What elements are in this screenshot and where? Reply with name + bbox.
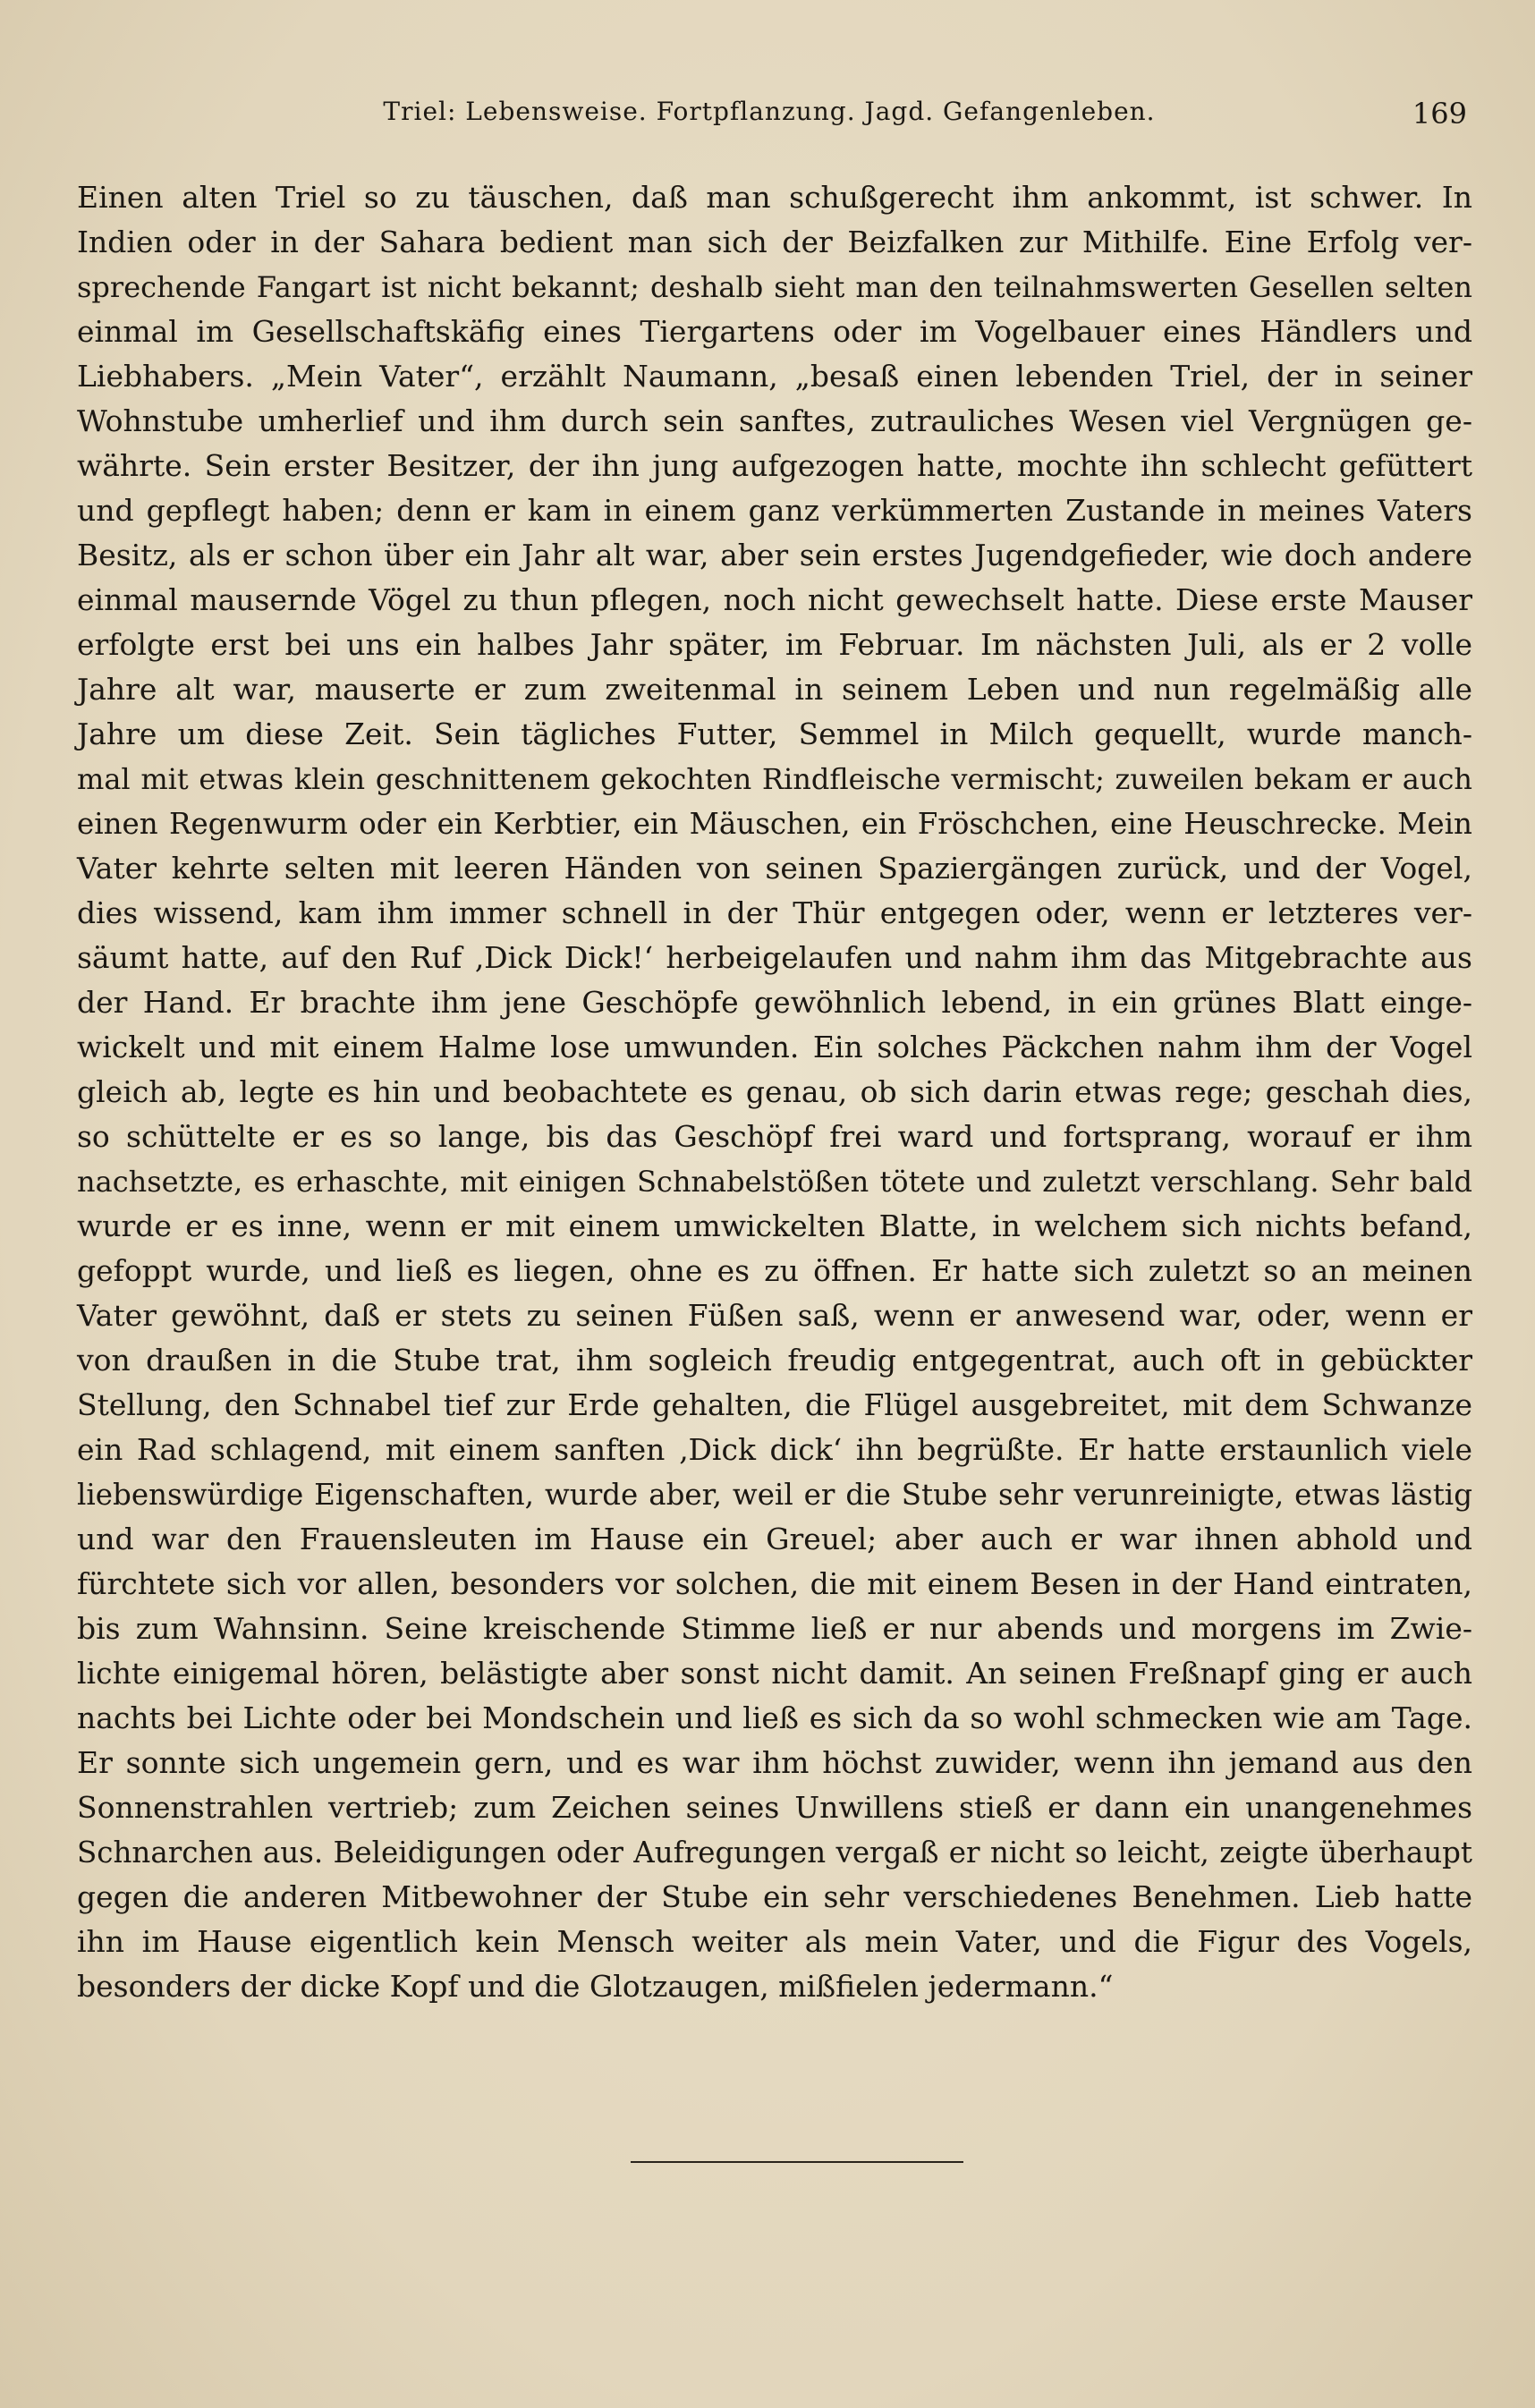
text-line: dies wissend, kam ihm immer schnell in der Thür entgegen oder, wenn er letzteres ver- (77, 895, 1472, 930)
text-line: Jahre alt war, mauserte er zum zweitenmal in seinem Leben und nun regelmäßig alle (77, 672, 1472, 707)
text-line: währte. Sein erster Besitzer, der ihn jung aufgezogen hatte, mochte ihn schlecht gefüttert (77, 448, 1472, 483)
text-line: und gepflegt haben; denn er kam in einem ganz verkümmerten Zustande in meines Vaters (77, 493, 1472, 528)
running-head (72, 97, 1467, 132)
text-line: nachts bei Lichte oder bei Mondschein und ließ es sich da so wohl schmecken wie am Tage. (77, 1700, 1472, 1735)
text-line: einen Regenwurm oder ein Kerbtier, ein Mäuschen, ein Fröschchen, eine Heuschrecke. Mein (77, 807, 1472, 841)
text-line: Er sonnte sich ungemein gern, und es war ihm höchst zuwider, wenn ihn jemand aus den (77, 1745, 1472, 1780)
text-line: nachsetzte, es erhaschte, mit einigen Schnabelstößen tötete und zuletzt verschlang. Sehr bald (77, 1165, 1472, 1199)
text-line: mal mit etwas klein geschnittenem gekochten Rindfleische vermischt; zuweilen bekam er auch (77, 762, 1472, 796)
text-line: bis zum Wahnsinn. Seine kreischende Stimme ließ er nur abends und morgens im Zwie- (77, 1611, 1472, 1646)
text-line: und war den Frauensleuten im Hause ein Greuel; aber auch er war ihnen abhold und (77, 1522, 1472, 1556)
text-line: Schnarchen aus. Beleidigungen oder Aufregungen vergaß er nicht so leicht, zeigte überhaupt (77, 1836, 1472, 1870)
text-line: wurde er es inne, wenn er mit einem umwickelten Blatte, in welchem sich nichts befand, (77, 1208, 1472, 1243)
text-line: wickelt und mit einem Halme lose umwunden. Ein solches Päckchen nahm ihm der Vogel (77, 1030, 1472, 1064)
text-line: säumt hatte, auf den Ruf ‚Dick Dick!‘ herbeigelaufen und nahm ihm das Mitgebrachte aus (77, 940, 1472, 975)
text-line: von draußen in die Stube trat, ihm sogleich freudig entgegentrat, auch oft in gebückter (77, 1343, 1472, 1378)
text-line: gleich ab, legte es hin und beobachtete es genau, ob sich darin etwas rege; geschah dies, (77, 1074, 1472, 1109)
page-number: 169 (1412, 97, 1467, 131)
text-line: Vater kehrte selten mit leeren Händen von seinen Spaziergängen zurück, und der Vogel, (77, 851, 1472, 886)
text-line: gegen die anderen Mitbewohner der Stube ein sehr verschiedenes Benehmen. Lieb hatte (77, 1879, 1472, 1914)
text-line: so schüttelte er es so lange, bis das Geschöpf frei ward und fortsprang, worauf er ihm (77, 1119, 1472, 1154)
text-line: Vater gewöhnt, daß er stets zu seinen Füßen saß, wenn er anwesend war, oder, wenn er (77, 1298, 1472, 1333)
text-line: gefoppt wurde, und ließ es liegen, ohne es zu öffnen. Er hatte sich zuletzt so an meinen (77, 1253, 1472, 1288)
text-line: fürchtete sich vor allen, besonders vor solchen, die mit einem Besen in der Hand eintraten, (77, 1566, 1472, 1601)
text-line: besonders der dicke Kopf und die Glotzaugen, mißfielen jedermann.“ (77, 1969, 1114, 2004)
text-line: Wohnstube umherlief und ihm durch sein sanftes, zutrauliches Wesen viel Vergnügen ge- (77, 403, 1472, 438)
running-title: Triel: Lebensweise. Fortpflanzung. Jagd. Gefangenleben. (383, 97, 1156, 126)
text-line: ihn im Hause eigentlich kein Mensch weiter als mein Vater, und die Figur des Vogels, (77, 1924, 1472, 1959)
text-line: einmal mausernde Vögel zu thun pflegen, noch nicht gewechselt hatte. Diese erste Mauser (77, 582, 1472, 617)
text-line: Einen alten Triel so zu täuschen, daß man schußgerecht ihm ankommt, ist schwer. In (77, 180, 1472, 215)
text-line: Stellung, den Schnabel tief zur Erde gehalten, die Flügel ausgebreitet, mit dem Schwanze (77, 1387, 1472, 1422)
text-line: Indien oder in der Sahara bedient man sich der Beizfalken zur Mithilfe. Eine Erfolg ver- (77, 225, 1472, 259)
text-line: erfolgte erst bei uns ein halbes Jahr später, im Februar. Im nächsten Juli, als er 2 volle (77, 627, 1472, 662)
section-divider (631, 2161, 963, 2163)
text-line: der Hand. Er brachte ihm jene Geschöpfe gewöhnlich lebend, in ein grünes Blatt einge- (77, 985, 1472, 1020)
text-line: liebenswürdige Eigenschaften, wurde aber, weil er die Stube sehr verunreinigte, etwas lästig (77, 1478, 1472, 1512)
text-line: ein Rad schlagend, mit einem sanften ‚Dick dick‘ ihn begrüßte. Er hatte erstaunlich viele (77, 1432, 1472, 1467)
text-line: Liebhabers. „Mein Vater“, erzählt Naumann, „besaß einen lebenden Triel, der in seiner (77, 359, 1472, 394)
text-line: lichte einigemal hören, belästigte aber sonst nicht damit. An seinen Freßnapf ging er auch (77, 1656, 1472, 1691)
text-line: sprechende Fangart ist nicht bekannt; deshalb sieht man den teilnahmswerten Gesellen selten (77, 270, 1472, 304)
text-line: einmal im Gesellschaftskäfig eines Tiergartens oder im Vogelbauer eines Händlers und (77, 314, 1472, 349)
body-text (77, 175, 1472, 2009)
text-line: Besitz, als er schon über ein Jahr alt war, aber sein erstes Jugendgefieder, wie doch andere (77, 538, 1472, 572)
text-line: Jahre um diese Zeit. Sein tägliches Futter, Semmel in Milch gequellt, wurde manch- (77, 716, 1472, 751)
text-line: Sonnenstrahlen vertrieb; zum Zeichen seines Unwillens stieß er dann ein unangenehmes (77, 1790, 1472, 1825)
